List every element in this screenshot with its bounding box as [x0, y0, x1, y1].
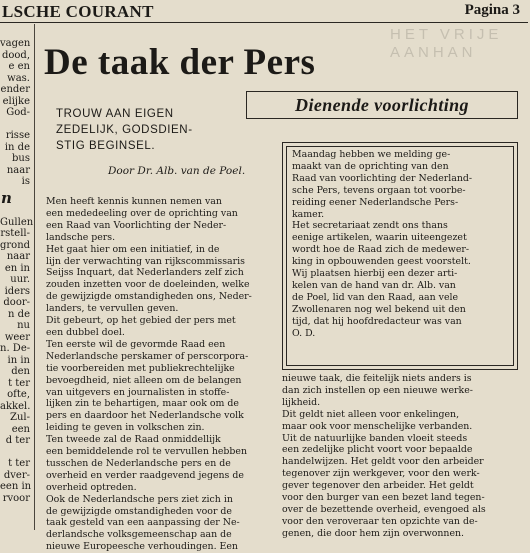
- left-column-line: n. De-: [0, 343, 31, 354]
- text-line: Dit geldt niet alleen voor enkelingen,: [282, 408, 460, 420]
- subheading: Dienende voorlichting: [295, 95, 469, 115]
- text-line: eenige artikelen, waarin uiteengezet: [292, 232, 467, 244]
- text-line: over de bezettende overheid, evengoed als: [282, 503, 486, 515]
- text-line: landers, te vervullen geven.: [46, 303, 179, 315]
- article-column-right: [282, 373, 518, 540]
- left-column-line: een in: [0, 481, 32, 492]
- text-line: genen, die door hem zijn overwonnen.: [282, 527, 465, 539]
- left-column-line: nu: [17, 320, 30, 331]
- left-column-line: den: [11, 366, 30, 377]
- spacer: [0, 208, 33, 217]
- text-line: reiding eener Nederlandsche Pers-: [292, 196, 459, 208]
- left-column-line: een: [11, 423, 30, 435]
- text-line: voor den veroveraar ten opzichte van de-: [282, 515, 478, 527]
- text-line: Dit gebeurt, op het gebied der pers met: [46, 315, 236, 327]
- text-line: sche Pers, tevens orgaan tot voorbe-: [292, 184, 466, 196]
- left-column-line: dver-: [3, 469, 30, 481]
- left-column-line: was.: [7, 72, 30, 84]
- left-column-line: naar: [6, 164, 30, 176]
- article-kicker: [56, 106, 246, 154]
- text-line: Ten tweede zal de Raad onmiddellijk: [46, 434, 221, 446]
- text-line: taak gesteld van een aanpassing der Ne-: [46, 517, 240, 529]
- left-column-line: t ter: [8, 458, 30, 469]
- left-column-clipped: [0, 38, 33, 530]
- text-line: nieuwe taak, die feitelijk niets anders is: [282, 373, 472, 384]
- text-line: een mededeeling over de oprichting van: [46, 207, 238, 219]
- text-line: Seijss Inquart, dat Nederlanders zelf zich: [46, 267, 244, 279]
- text-line: Zwollenaren nog wel bekend uit den: [292, 303, 466, 315]
- text-line: een Raad van Voorlichting der Neder-: [46, 219, 227, 231]
- left-column-line: naar: [6, 251, 30, 262]
- subheading-box: [246, 91, 518, 119]
- faint-show-through-text: [390, 26, 530, 96]
- text-line: gever tegenover den arbeider. Het geldt: [282, 480, 474, 492]
- text-line: nieuwe Europeesche verhoudingen. Een: [46, 541, 238, 553]
- column-rule: [34, 24, 35, 530]
- text-line: pers en daardoor het Nederlandsche volk: [46, 410, 244, 422]
- left-column-line: t ter: [8, 377, 30, 389]
- left-column-line: God-: [6, 107, 30, 118]
- text-line: lijkheid.: [282, 396, 321, 408]
- text-line: Men heeft kennis kunnen nemen van: [46, 196, 222, 207]
- text-line: tegenover zijn werkgever, voor den werk-: [282, 468, 480, 480]
- text-line: king in opbouwenden geest voorstelt.: [292, 256, 471, 268]
- text-line: tijd, dat hij hoofdredacteur was van: [292, 315, 462, 327]
- left-column-line: e en: [8, 61, 30, 72]
- text-line: Raad van voorlichting der Nederland-: [292, 172, 473, 184]
- kicker-line: ZEDELIJK, GODSDIEN-: [56, 124, 193, 136]
- left-column-line: Zul-: [10, 412, 30, 423]
- text-line: een zedelijke plicht voort voor bepaalde: [282, 444, 473, 456]
- text-line: Het gaat hier om een initiatief, in de: [46, 243, 220, 255]
- text-line: Ook de Nederlandsche pers ziet zich in: [46, 493, 233, 505]
- text-line: overheid optreden.: [46, 481, 137, 493]
- kicker-line: TROUW AAN EIGEN: [56, 108, 174, 120]
- left-column-line: elijke: [2, 95, 30, 107]
- newspaper-name: LSCHE COURANT: [2, 2, 154, 21]
- editor-note-text: [292, 149, 510, 340]
- text-line: derlandsche volksgemeenschap aan de: [46, 529, 232, 541]
- text-line: overheid en verder raadgevend jegens de: [46, 469, 244, 481]
- left-column-line: [0, 447, 33, 459]
- text-line: de gewijzigde omstandigheden voor de: [46, 505, 232, 517]
- text-line: handelwijzen. Het geldt voor den arbeider: [282, 456, 484, 468]
- text-line: Ten eerste wil de gevormde Raad een: [46, 338, 226, 350]
- text-line: O. D.: [292, 327, 316, 339]
- ghost-line: AANHAN: [390, 44, 477, 61]
- text-line: de gewijzigde omstandigheden ons, Neder-: [46, 291, 252, 303]
- left-column-line: door-: [3, 297, 30, 308]
- left-column-line: is: [21, 176, 30, 187]
- article-headline: De taak der Pers: [44, 42, 316, 83]
- left-column-line: Gullen: [0, 216, 34, 228]
- left-column-line: vagen: [0, 38, 31, 49]
- left-column-line: weer: [4, 331, 30, 343]
- text-line: voor den burger van een bezet land tegen-: [282, 492, 485, 504]
- masthead: [0, 0, 528, 23]
- article-column-left: [46, 196, 274, 553]
- text-line: Nederlandsche perskamer of perscorpora-: [46, 350, 249, 362]
- left-column-line: akkel.: [0, 400, 31, 412]
- left-column-line: ender: [0, 84, 30, 95]
- text-line: Wij plaatsen hierbij een dezer arti-: [292, 268, 458, 280]
- left-column-line: rvoor: [2, 492, 30, 504]
- left-column-line: in in: [7, 354, 30, 366]
- byline: Door Dr. Alb. van de Poel.: [108, 165, 246, 177]
- left-column-line: ofte,: [7, 389, 30, 400]
- left-column-line: n de: [8, 308, 30, 320]
- text-line: een dubbel doel.: [46, 326, 125, 338]
- left-column-line: dood,: [1, 49, 30, 61]
- text-line: zouden inzetten voor de doeleinden, welke: [46, 279, 250, 291]
- kicker-line: STIG BEGINSEL.: [56, 140, 156, 152]
- text-line: maakt van de oprichting van den: [292, 160, 449, 172]
- text-line: maar ook voor menschelijke verbanden.: [282, 420, 473, 432]
- text-line: lijken zin te behartigen, maar ook om de: [46, 398, 239, 410]
- text-line: Uit de natuurlijke banden vloeit steeds: [282, 432, 468, 444]
- text-line: de Poel, lid van den Raad, aan vele: [292, 291, 459, 303]
- text-line: Het secretariaat zendt ons thans: [292, 220, 448, 232]
- text-line: tusschen de Nederlandsche pers en de: [46, 457, 231, 469]
- page-number: Pagina 3: [464, 2, 520, 18]
- left-column-line: bus: [12, 153, 30, 164]
- left-column-line: iders: [4, 285, 30, 297]
- text-line: wordt hoe de Raad zich de medewer-: [292, 244, 470, 256]
- left-column-line: en in: [4, 262, 30, 274]
- left-column-line: d ter: [5, 435, 30, 446]
- text-line: van uitgevers en journalisten in stoffe-: [46, 386, 230, 398]
- left-column-line: risse: [5, 130, 30, 141]
- text-line: bevoegdheid, niet alleen om de belangen: [46, 374, 242, 386]
- left-column-line: [0, 119, 33, 131]
- text-line: landsche pers.: [46, 231, 116, 243]
- text-line: Maandag hebben we melding ge-: [292, 149, 451, 160]
- left-column-heading: n: [1, 188, 12, 207]
- text-line: lijn der verwachting van rijkscommissaris: [46, 255, 245, 267]
- text-line: tie voorbereiden met publiekrechtelijke: [46, 362, 235, 374]
- left-column-line: grond: [0, 239, 31, 251]
- text-line: een bemiddelende rol te vervullen hebben: [46, 446, 248, 458]
- left-column-line: rstell-: [0, 228, 30, 239]
- left-column-line: uur.: [10, 274, 30, 285]
- left-column-line: in de: [4, 141, 30, 153]
- ghost-line: HET VRIJE: [390, 26, 503, 43]
- text-line: dan zich instellen op een nieuwe werke-: [282, 384, 473, 396]
- text-line: leiding te geven in volkschen zin.: [46, 422, 205, 434]
- text-line: kamer.: [292, 208, 325, 220]
- text-line: kelen van de hand van dr. Alb. van: [292, 279, 456, 291]
